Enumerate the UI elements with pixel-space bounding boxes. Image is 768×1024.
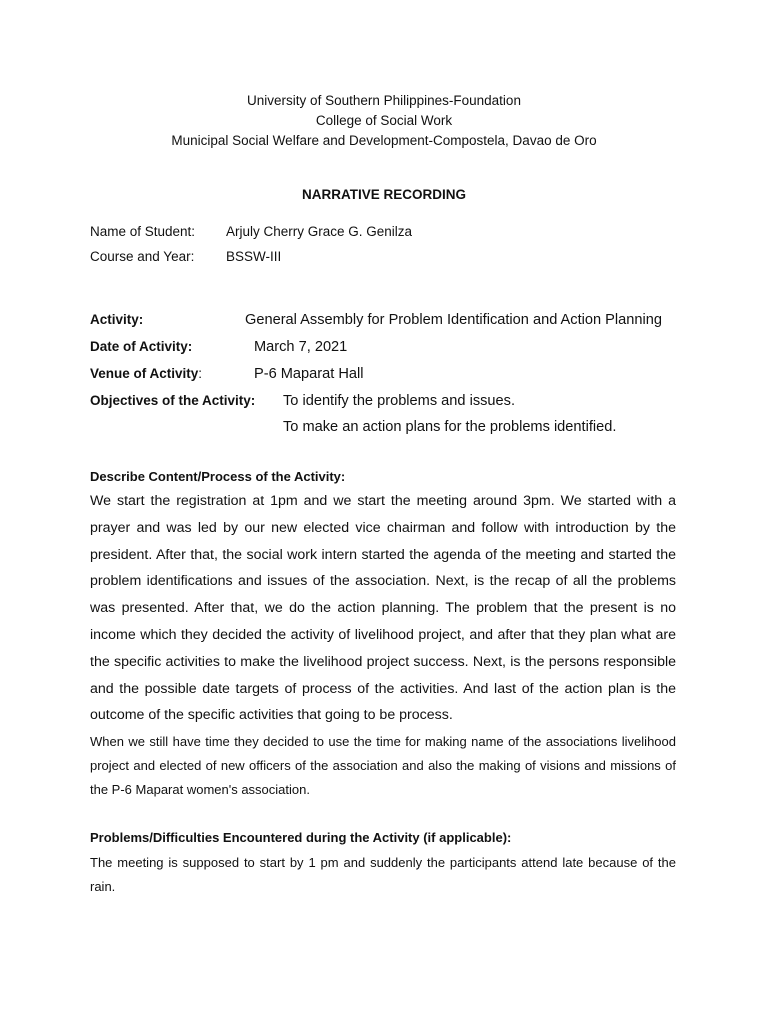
course-year-label: Course and Year: [90, 249, 195, 264]
date-value: March 7, 2021 [254, 339, 348, 355]
document-title: NARRATIVE RECORDING [301, 187, 466, 202]
student-name-value: Arjuly Cherry Grace G. Genilza [226, 224, 413, 239]
student-name-label: Name of Student: [90, 224, 196, 239]
content-paragraph: We start the registration at 1pm and we start the meeting around 3pm. We started with a prayer and was led by our new elected vice chairman and follow with introduction by the president. After that, the social work intern started the agenda of the meeting and started the problem identifications and issues of the association. Next, is the recap of all the problems was presented. After that, we do the action planning. The problem that the present is no income which they decided the activity of livelihood project, and after that they plan what are the specific activities to make the livelihood project success. Next, is the persons responsible and the possible date targets of process of the activities. And last of the action plan is the outcome of the specific activities that going to be process. [90, 493, 676, 724]
document-header [0, 91, 768, 151]
content-heading: Describe Content/Process of the Activity: [90, 469, 346, 484]
course-year-value: BSSW-III [226, 249, 282, 264]
objectives-label: Objectives of the Activity: [90, 393, 256, 408]
venue-label [90, 364, 202, 384]
content-paragraph-extra: When we still have time they decided to use the time for making name of the associations livelihood project and elected of new officers of the association and also the making of visions and missions of the P-6 Maparat women's association. [90, 734, 676, 797]
activity-label: Activity: [90, 312, 144, 327]
problems-heading: Problems/Difficulties Encountered during the Activity (if applicable): [90, 830, 512, 845]
venue-label-colon: : [198, 366, 203, 381]
objective-2: To make an action plans for the problems identified. [283, 419, 617, 435]
college-name: College of Social Work [315, 113, 453, 128]
venue-value: P-6 Maparat Hall [254, 366, 364, 382]
university-name: University of Southern Philippines-Foundation [247, 93, 521, 108]
problems-text: The meeting is supposed to start by 1 pm and suddenly the participants attend late because of the rain. [90, 855, 676, 894]
date-label: Date of Activity: [90, 339, 193, 354]
objective-1: To identify the problems and issues. [283, 393, 516, 409]
agency-name: Municipal Social Welfare and Development-Compostela, Davao de Oro [171, 133, 597, 148]
activity-value: General Assembly for Problem Identification and Action Planning [245, 312, 662, 328]
venue-label-text: Venue of Activity [90, 366, 199, 381]
